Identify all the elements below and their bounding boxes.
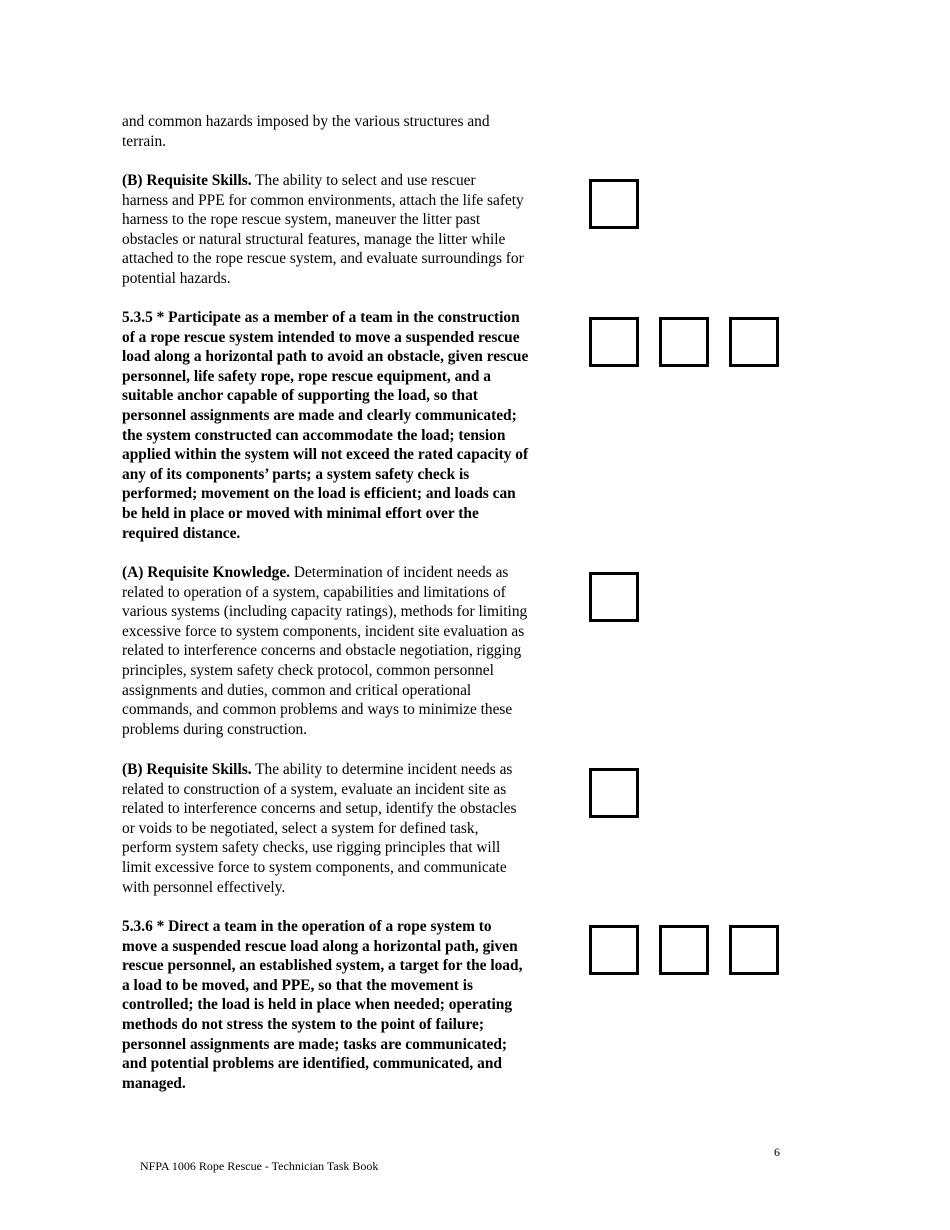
paragraph-body: The ability to select and use rescuer harness and PPE for common environments, attach the life safety harness to the rope rescue system, maneuver the litter past obstacles or natural structural features, manage the litter while attached to the rope rescue system, and evaluate surroundings for potential hazards.	[122, 172, 524, 287]
paragraph-body: The ability to determine incident needs as related to construction of a system, evaluate an incident site as related to interference concerns and setup, identify the obstacles or voids to be negotiated, select a system for defined task, perform system safety checks, use rigging principles that will limit excessive force to system components, and communicate with personnel effectively.	[122, 761, 517, 896]
requisite-skills-paragraph	[122, 760, 577, 897]
section-5-3-6: 5.3.6 * Direct a team in the operation of a rope system to move a suspended rescue load along a horizontal path, given rescue personnel, an established system, a target for the load, a load to be moved, and PPE, so that the movement is controlled; the load is held in place when needed; operating methods do not stress the system to the point of failure; personnel assignments are made; tasks are communicated; and potential problems are identified, communicated, and managed.	[122, 918, 523, 1092]
paragraph-body: Determination of incident needs as related to operation of a system, capabilities and limitations of various systems (including capacity ratings), methods for limiting excessive force to system components, incident site evaluation as related to interference concerns and obstacle negotiation, rigging principles, system safety check protocol, common personnel assignments and duties, common and critical operational commands, and common problems and ways to minimize these problems during construction.	[122, 564, 528, 738]
signoff-checkbox[interactable]	[589, 572, 639, 622]
signoff-checkbox[interactable]	[589, 925, 639, 975]
signoff-checkbox[interactable]	[589, 317, 639, 367]
paragraph-heading: (B) Requisite Skills.	[122, 172, 252, 189]
signoff-checkbox[interactable]	[589, 179, 639, 229]
signoff-checkbox[interactable]	[729, 317, 779, 367]
signoff-checkbox[interactable]	[659, 317, 709, 367]
paragraph-heading: (A) Requisite Knowledge.	[122, 564, 291, 581]
requisite-skills-paragraph-b	[122, 171, 577, 289]
paragraph-heading: (B) Requisite Skills.	[122, 761, 252, 778]
requisite-knowledge-paragraph	[122, 563, 577, 739]
section-5-3-5: 5.3.5 * Participate as a member of a team in the construction of a rope rescue system intended to move a suspended rescue load along a horizontal path to avoid an obstacle, given rescue personnel, life safety rope, rope rescue equipment, and a suitable anchor capable of supporting the load, so that personnel assignments are made and clearly communicated; the system constructed can accommodate the load; tension applied within the system will not exceed the rated capacity of any of its components’ parts; a system safety check is performed; movement on the load is efficient; and loads can be held in place or moved with minimal effort over the required distance.	[122, 309, 529, 542]
footer-title: NFPA 1006 Rope Rescue - Technician Task Book	[140, 1159, 379, 1173]
signoff-checkbox[interactable]	[659, 925, 709, 975]
signoff-checkbox[interactable]	[589, 768, 639, 818]
continued-paragraph: and common hazards imposed by the various structures and terrain.	[122, 113, 490, 150]
signoff-checkbox[interactable]	[729, 925, 779, 975]
page-number: 6	[774, 1145, 780, 1159]
